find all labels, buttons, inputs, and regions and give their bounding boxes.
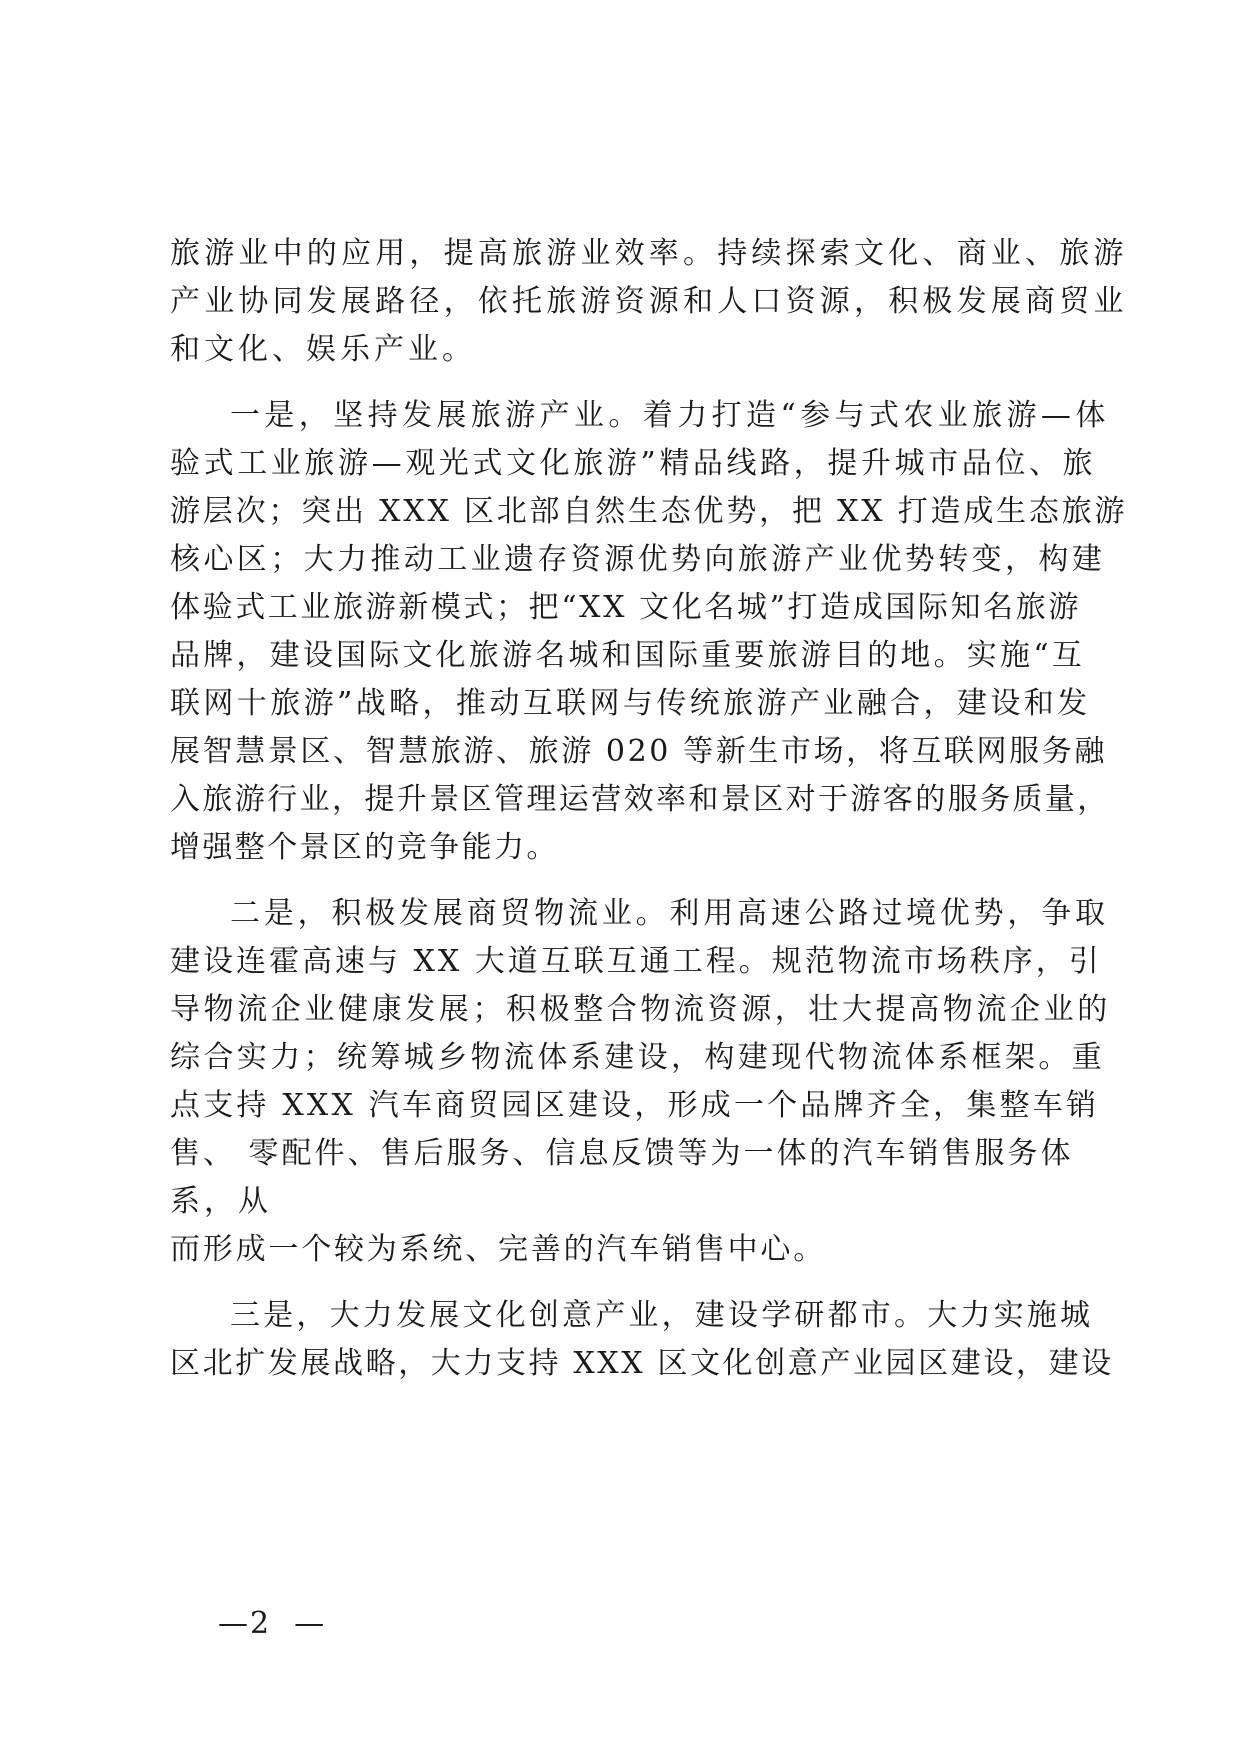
text-line: 综合实力；统筹城乡物流体系建设，构建现代物流体系框架。重: [170, 1040, 1106, 1075]
text-line: 而形成一个较为系统、完善的汽车销售中心。: [170, 1232, 826, 1267]
text-line: 建设连霍高速与 XX 大道互联互通工程。规范物流市场秩序，引: [170, 944, 1102, 979]
text-line: 入旅游行业，提升景区管理运营效率和景区对于游客的服务质量，: [170, 782, 1110, 817]
text-line: 导物流企业健康发展；积极整合物流资源，壮大提高物流企业的: [170, 992, 1111, 1027]
text-line: 旅游业中的应用，提高旅游业效率。持续探索文化、商业、旅游: [170, 236, 1128, 271]
body-text: [170, 230, 1128, 1388]
text-line: 验式工业旅游—观光式文化旅游”精品线路，提升城市品位、旅: [170, 446, 1097, 481]
text-line: 售、 零配件、售后服务、信息反馈等为一体的汽车销售服务体: [170, 1136, 1074, 1171]
text-line: 游层次；突出 XXX 区北部自然生态优势，把 XX 打造成生态旅游: [170, 494, 1128, 529]
text-line: 增强整个景区的竞争能力。: [170, 830, 559, 865]
text-line: 核心区；大力推动工业遗存资源优势向旅游产业优势转变，构建: [170, 542, 1106, 577]
paragraph-start-line: 一是，坚持发展旅游产业。着力打造“参与式农业旅游—体: [230, 398, 1110, 433]
text-line: 区北扩发展战略，大力支持 XXX 区文化创意产业园区建设，建设: [170, 1346, 1114, 1381]
paragraph-start-line: 三是，大力发展文化创意产业，建设学研都市。大力实施城: [230, 1298, 1094, 1333]
text-line: 点支持 XXX 汽车商贸园区建设，形成一个品牌齐全，集整车销: [170, 1088, 1100, 1123]
text-line: 产业协同发展路径，依托旅游资源和人口资源，积极发展商贸业: [170, 284, 1128, 319]
text-line: 品牌，建设国际文化旅游名城和国际重要旅游目的地。实施“互: [170, 638, 1085, 673]
text-line: 系，从: [170, 1184, 272, 1219]
paragraph-start-line: 二是，积极发展商贸物流业。利用高速公路过境优势，争取: [230, 896, 1109, 931]
text-line: 联网十旅游”战略，推动互联网与传统旅游产业融合，建设和发: [170, 686, 1091, 721]
page-number: —2 —: [218, 1606, 327, 1641]
text-line: 体验式工业旅游新模式；把“XX 文化名城”打造成国际知名旅游: [170, 590, 1081, 625]
text-line: 展智慧景区、智慧旅游、旅游 020 等新生市场，将互联网服务融: [170, 734, 1107, 769]
text-line: 和文化、娱乐产业。: [170, 332, 476, 367]
